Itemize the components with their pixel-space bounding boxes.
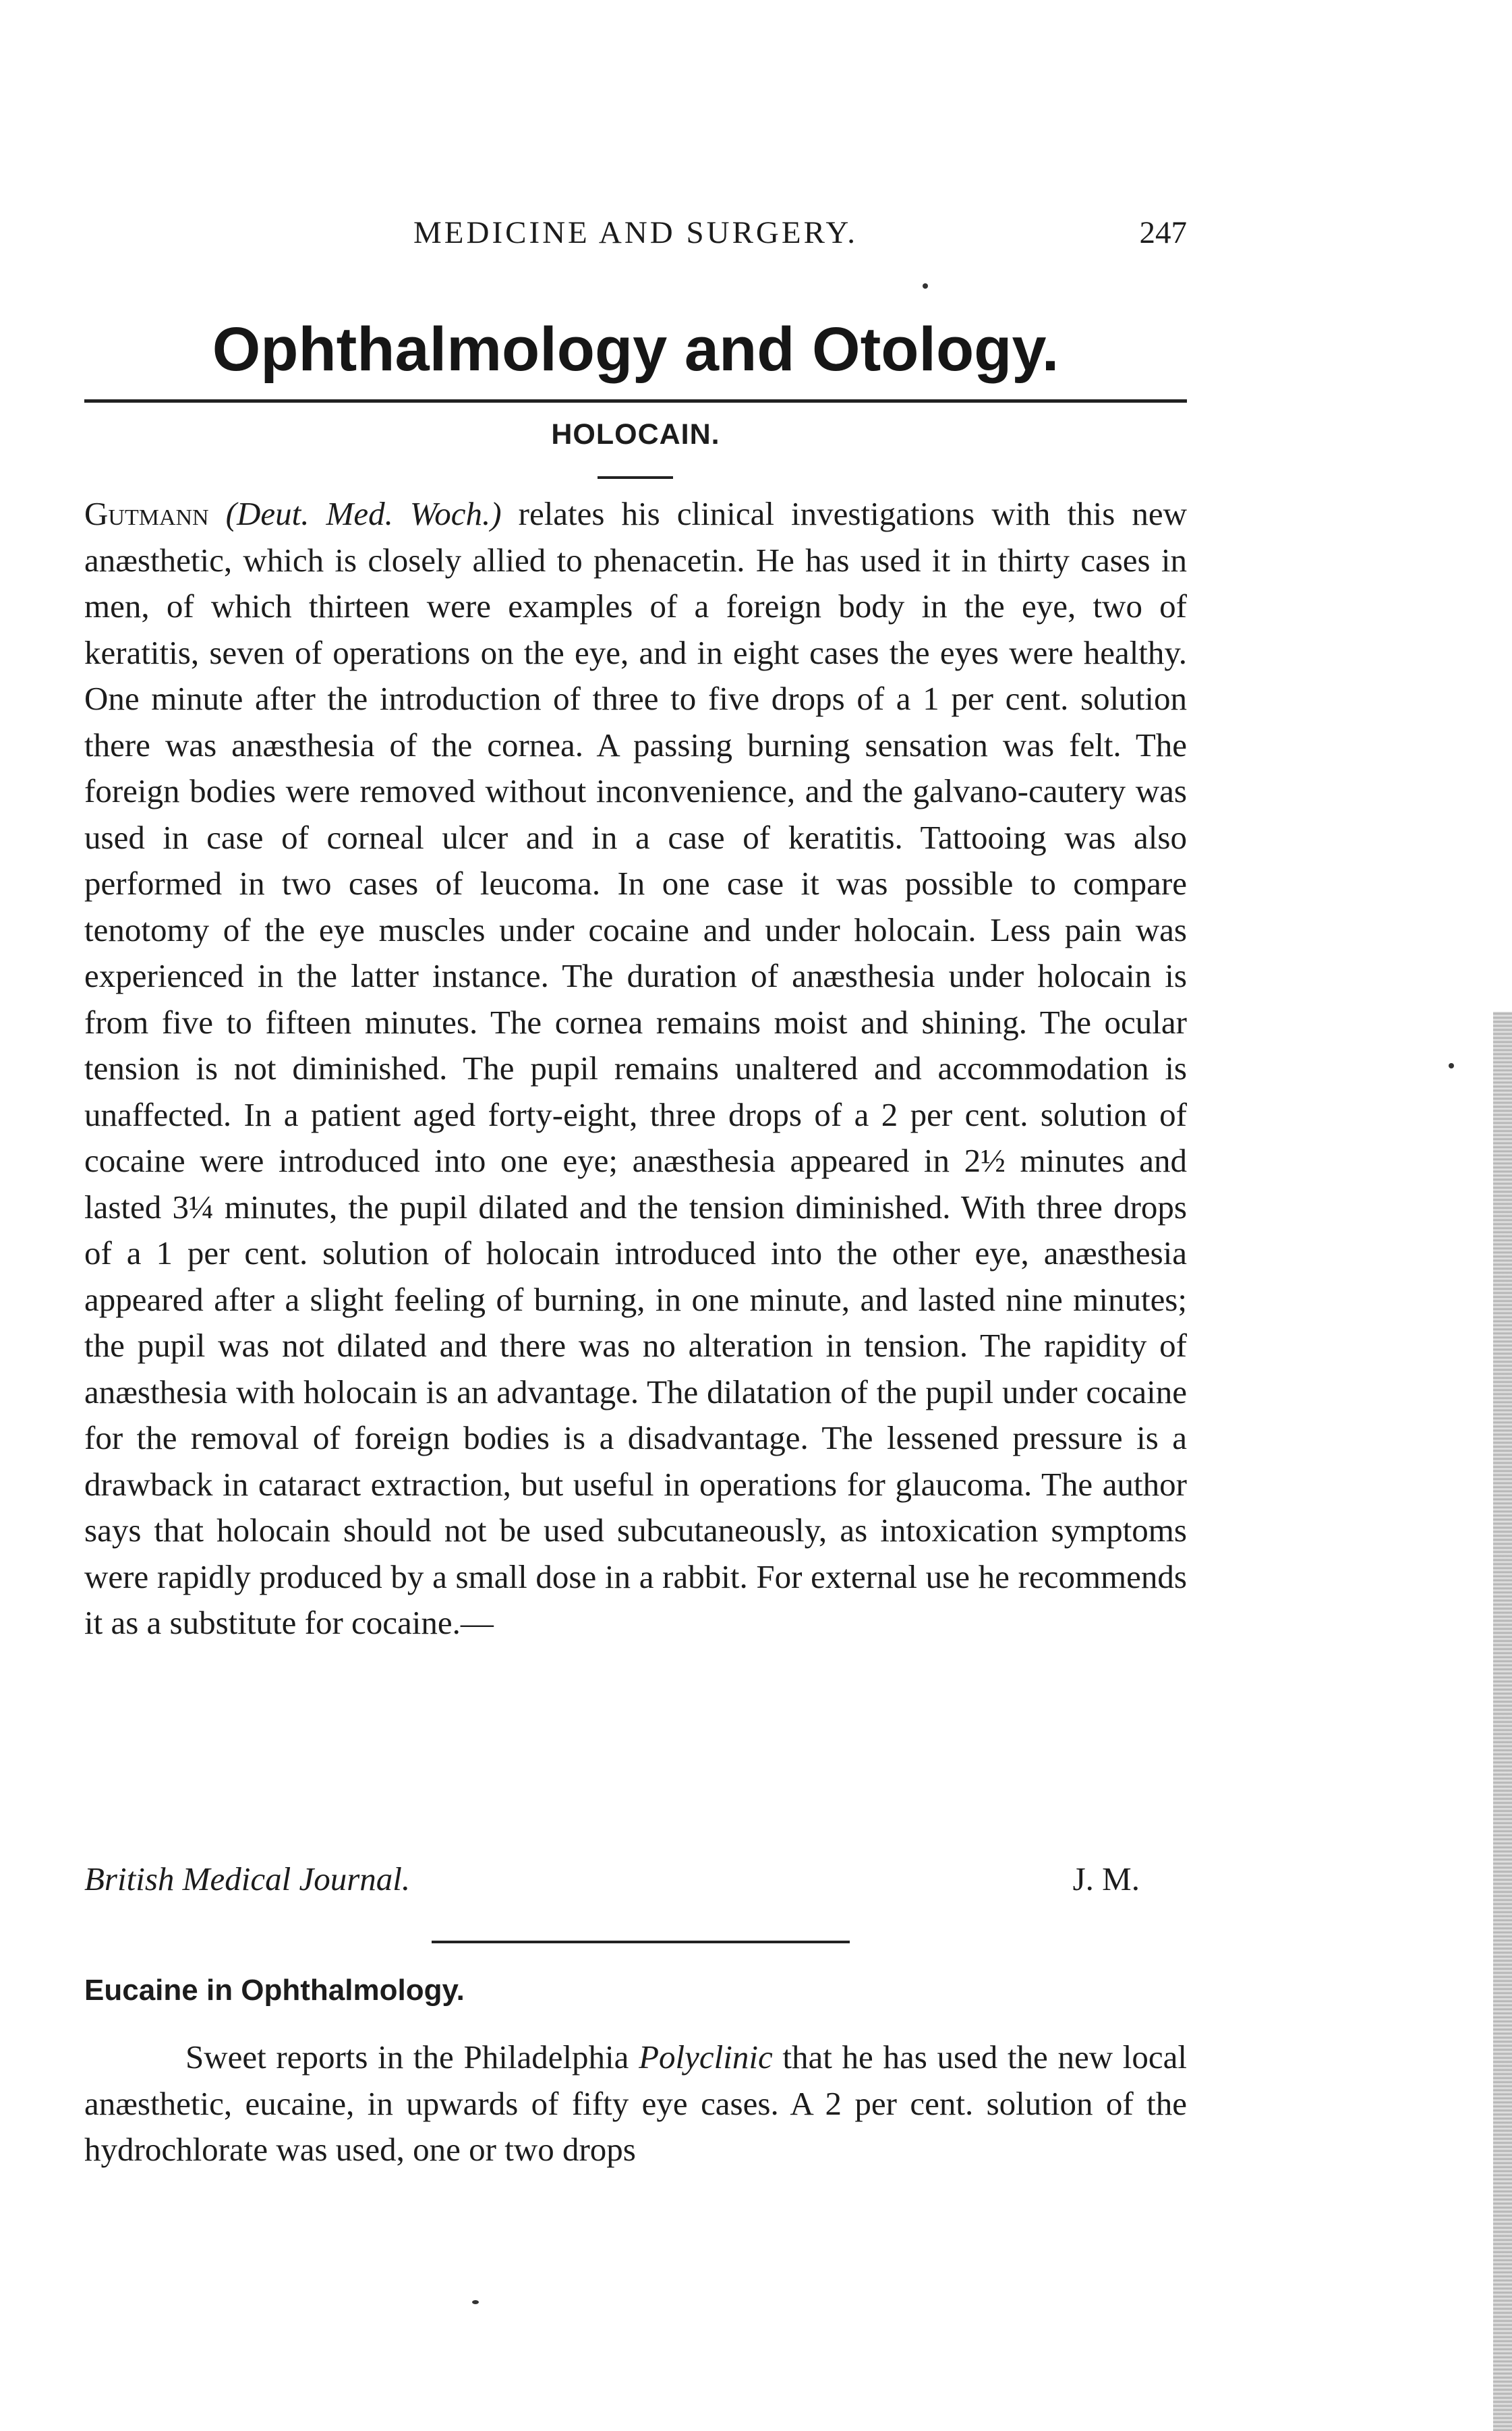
article-body-text: relates his clinical investigations with this new anæsthetic, which is closely allied to phenacetin. He has used it in thirty cases in men, of which thirteen were examples of a foreign body in the eye, two of keratitis, seven of operations on the eye, and in eight cases the eyes were healthy. One minute after the introduction of three to five drops of a 1 per cent. solution there was anæsthesia of the cornea. A passing burning sensation was felt. The foreign bodies were removed without inconvenience, and the galvano-cautery was used in case of corneal ulcer and in a case of keratitis. Tattooing was also performed in two cases of leucoma. In one case it was possible to compare tenotomy of the eye muscles under cocaine and under holocain. Less pain was experienced in the latter instance. The duration of anæsthesia under holocain is from five to fifteen minutes. The cornea remains moist and shining. The ocular tension is not diminished. The pupil remains unaltered and accommodation is unaffected. In a patient aged forty-eight, three drops of a 2 per cent. solution of cocaine were introduced into one eye; anæsthesia appeared in 2½ minutes and lasted 3¼ minutes, the pupil dilated and the tension diminished. With three drops of a 1 per cent. solution of holocain introduced into the other eye, anæsthesia appeared after a slight feeling of burning, in one minute, and lasted nine minutes; the pupil was not dilated and there was no alteration in tension. The rapidity of anæsthesia with holocain is an advantage. The dilatation of the pupil under cocaine for the removal of foreign bodies is a disadvantage. The lessened pressure is a drawback in cataract extraction, but useful in operations for glaucoma. The author says that holocain should not be used subcutaneously, as intoxication symptoms were rapidly produced by a small dose in a rabbit. For external use he recommends it as a substitute for cocaine.— xyxy=(84,495,1187,1641)
heading-rule xyxy=(598,476,673,479)
page-edge-shadow xyxy=(1493,1012,1512,2431)
eucaine-text-start: Sweet reports in the Philadelphia xyxy=(185,2038,629,2076)
ink-speck xyxy=(923,283,928,289)
eucaine-text-end: that he has used the new local anæsthetic, eucaine, in upwards of fifty eye cases. A 2 per cent. solution of the hydrochlorate was used, one or two drops xyxy=(84,2038,1187,2168)
running-head xyxy=(84,214,1187,255)
source-journal: British Medical Journal. xyxy=(84,1860,411,1897)
article-heading-holocain: HOLOCAIN. xyxy=(551,418,720,451)
section-title: Ophthalmology and Otology. xyxy=(212,315,1059,384)
author-name: Gutmann xyxy=(84,495,209,532)
ink-speck xyxy=(472,2300,479,2304)
ink-speck xyxy=(1449,1063,1454,1068)
page-number: 247 xyxy=(1139,215,1187,250)
journal-reference: (Deut. Med. Woch.) xyxy=(225,495,502,532)
article-signature xyxy=(84,1856,1187,1902)
author-initials: J. M. xyxy=(1072,1860,1140,1897)
section-rule xyxy=(84,399,1187,403)
article-separator-rule xyxy=(432,1941,850,1943)
eucaine-journal: Polyclinic xyxy=(639,2038,773,2076)
article-heading-eucaine: Eucaine in Ophthalmology. xyxy=(84,1974,465,2007)
running-title: MEDICINE AND SURGERY. xyxy=(413,215,858,250)
article-body-holocain xyxy=(84,491,1187,1647)
article-body-eucaine xyxy=(84,2034,1187,2173)
